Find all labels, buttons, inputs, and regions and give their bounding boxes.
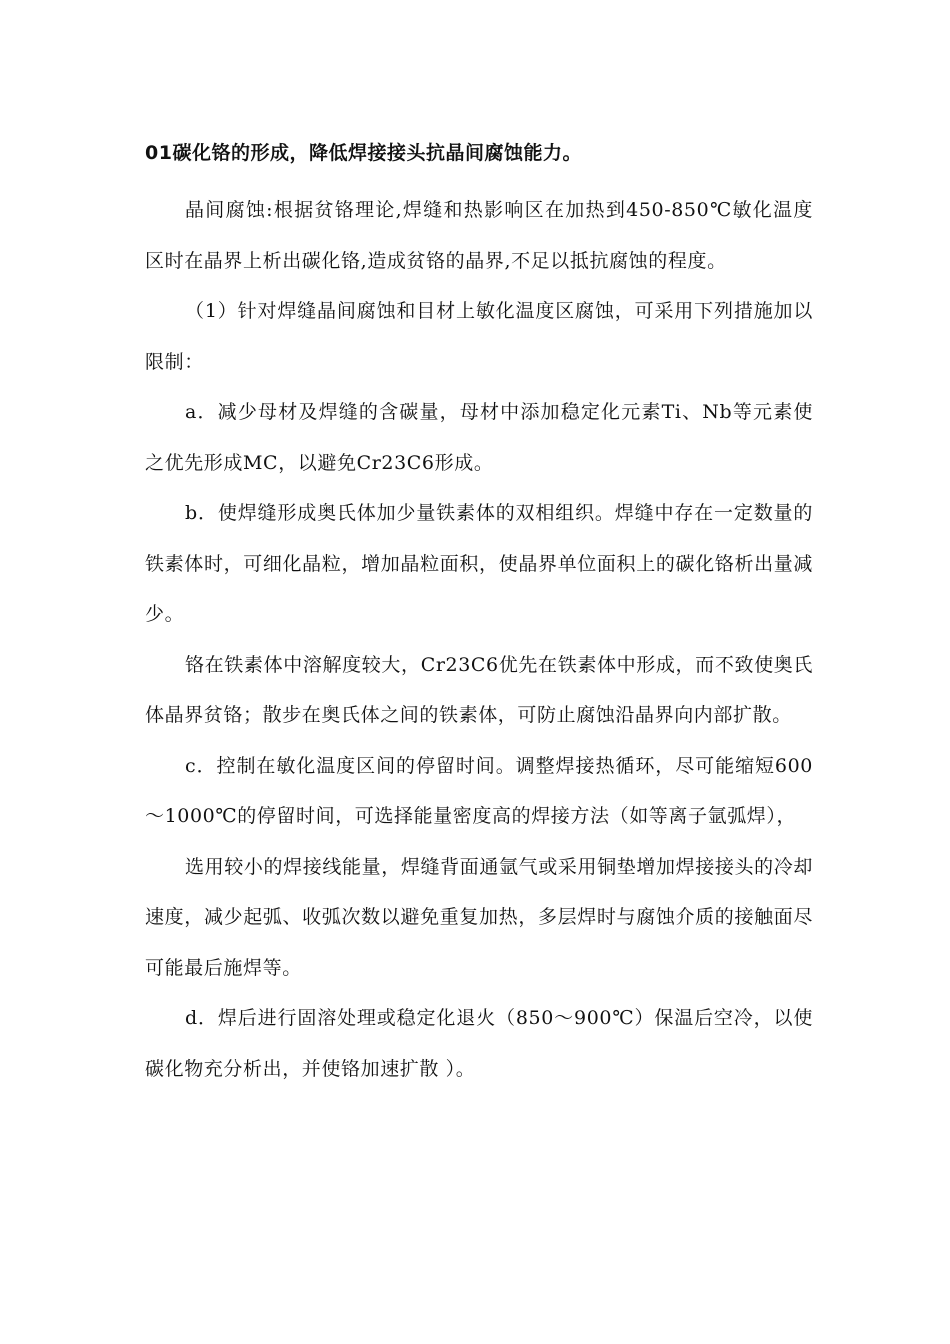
document-page bbox=[145, 135, 813, 1094]
paragraph-ferrite-note: 铬在铁素体中溶解度较大，Cr23C6优先在铁素体中形成，而不致使奥氏体晶界贫铬；散步在奥氏体之间的铁素体，可防止腐蚀沿晶界向内部扩散。 bbox=[145, 653, 813, 726]
section-heading: 01碳化铬的形成，降低焊接接头抗晶间腐蚀能力。 bbox=[145, 142, 582, 164]
paragraph-welding-energy: 选用较小的焊接线能量，焊缝背面通氩气或采用铜垫增加焊接接头的冷却速度，减少起弧、收弧次数以避免重复加热，多层焊时与腐蚀介质的接触面尽可能最后施焊等。 bbox=[145, 855, 813, 979]
paragraph-measure-a: a．减少母材及焊缝的含碳量，母材中添加稳定化元素Ti、Nb等元素使之优先形成MC，以避免Cr23C6形成。 bbox=[145, 401, 813, 474]
paragraph-measure-d: d．焊后进行固溶处理或稳定化退火（850～900℃）保温后空冷，以使碳化物充分析出，并使铬加速扩散 ）。 bbox=[145, 1007, 813, 1080]
paragraph-measure-b: b．使焊缝形成奥氏体加少量铁素体的双相组织。焊缝中存在一定数量的铁素体时，可细化晶粒，增加晶粒面积，使晶界单位面积上的碳化铬析出量减少。 bbox=[145, 502, 813, 625]
paragraph-measure-c: c．控制在敏化温度区间的停留时间。调整焊接热循环，尽可能缩短600～1000℃的停留时间，可选择能量密度高的焊接方法（如等离子氩弧焊）， bbox=[145, 754, 813, 827]
paragraph-intergranular-corrosion: 晶间腐蚀:根据贫铬理论,焊缝和热影响区在加热到450-850℃敏化温度区时在晶界上析出碳化铬,造成贫铬的晶界,不足以抵抗腐蚀的程度。 bbox=[145, 199, 813, 272]
paragraph-measures-intro: （1）针对焊缝晶间腐蚀和目材上敏化温度区腐蚀，可采用下列措施加以限制： bbox=[145, 300, 813, 373]
